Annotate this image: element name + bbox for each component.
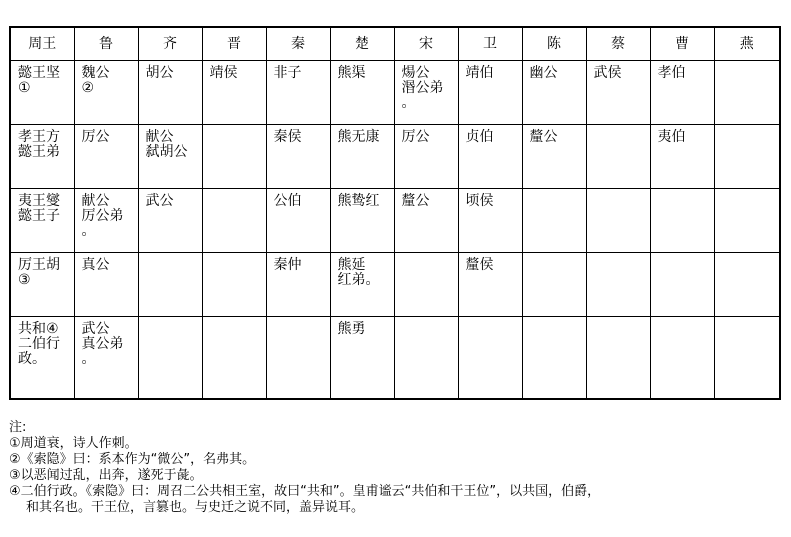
footnote-4: ④二伯行政。《索隐》曰：周召二公共相王室，故曰“共和”。皇甫谧云“共伯和干王位”，以共国，伯爵， bbox=[9, 484, 601, 499]
table-cell bbox=[586, 253, 650, 317]
table-cell: 釐侯 bbox=[458, 253, 522, 317]
table-cell bbox=[522, 253, 586, 317]
table-cell: 釐公 bbox=[522, 125, 586, 189]
table-cell: 武侯 bbox=[586, 61, 650, 125]
table-cell: 厉王胡 ③ bbox=[10, 253, 74, 317]
table-cell: 夷伯 bbox=[650, 125, 714, 189]
header-cell: 楚 bbox=[330, 27, 394, 61]
table-cell: 釐公 bbox=[394, 189, 458, 253]
table-cell bbox=[138, 253, 202, 317]
footnotes-heading: 注: bbox=[9, 420, 27, 435]
table-cell: 夷王燮 懿王子 bbox=[10, 189, 74, 253]
footnote-1: ①周道衰，诗人作刺。 bbox=[9, 436, 138, 451]
table-cell: 熊鸷红 bbox=[330, 189, 394, 253]
header-cell: 陈 bbox=[522, 27, 586, 61]
table-cell: 懿王坚 ① bbox=[10, 61, 74, 125]
table-cell: 秦侯 bbox=[266, 125, 330, 189]
header-row bbox=[10, 27, 780, 61]
table-cell: 秦仲 bbox=[266, 253, 330, 317]
table-row bbox=[10, 317, 780, 400]
table-cell: 熊渠 bbox=[330, 61, 394, 125]
table-cell: 靖伯 bbox=[458, 61, 522, 125]
table-cell bbox=[586, 189, 650, 253]
table-cell: 非子 bbox=[266, 61, 330, 125]
table-cell: 熊延 红弟。 bbox=[330, 253, 394, 317]
header-cell: 晋 bbox=[202, 27, 266, 61]
footnote-4-continuation: 和其名也。干王位，言篡也。与史迁之说不同，盖异说耳。 bbox=[26, 500, 365, 515]
table-cell: 武公 bbox=[138, 189, 202, 253]
table-cell: 共和④ 二伯行 政。 bbox=[10, 317, 74, 400]
table-cell: 靖侯 bbox=[202, 61, 266, 125]
table-cell: 顷侯 bbox=[458, 189, 522, 253]
table-cell bbox=[458, 317, 522, 400]
table-row bbox=[10, 125, 780, 189]
table-cell: 熊无康 bbox=[330, 125, 394, 189]
table-cell bbox=[714, 125, 780, 189]
table-cell: 孝伯 bbox=[650, 61, 714, 125]
table-cell: 煬公 湣公弟 。 bbox=[394, 61, 458, 125]
header-cell: 周王 bbox=[10, 27, 74, 61]
table-cell bbox=[714, 189, 780, 253]
table-cell: 魏公 ② bbox=[74, 61, 138, 125]
table-cell: 幽公 bbox=[522, 61, 586, 125]
table-cell bbox=[522, 189, 586, 253]
table-row bbox=[10, 253, 780, 317]
table-cell bbox=[650, 253, 714, 317]
table-cell bbox=[202, 253, 266, 317]
header-cell: 燕 bbox=[714, 27, 780, 61]
table-cell: 熊勇 bbox=[330, 317, 394, 400]
table-cell bbox=[714, 317, 780, 400]
table-cell: 公伯 bbox=[266, 189, 330, 253]
table-cell: 献公 厉公弟 。 bbox=[74, 189, 138, 253]
table-cell bbox=[394, 317, 458, 400]
footnote-2: ②《索隐》曰：系本作为“微公”，名弗其。 bbox=[9, 452, 256, 467]
table-cell bbox=[650, 189, 714, 253]
zhou-rulers-table bbox=[9, 26, 781, 400]
header-cell: 蔡 bbox=[586, 27, 650, 61]
table-cell bbox=[138, 317, 202, 400]
header-cell: 宋 bbox=[394, 27, 458, 61]
header-cell: 秦 bbox=[266, 27, 330, 61]
table-cell: 贞伯 bbox=[458, 125, 522, 189]
table-cell bbox=[714, 61, 780, 125]
table-cell: 武公 真公弟 。 bbox=[74, 317, 138, 400]
table-cell bbox=[586, 125, 650, 189]
table-cell bbox=[394, 253, 458, 317]
table-cell: 孝王方 懿王弟 bbox=[10, 125, 74, 189]
header-cell: 曹 bbox=[650, 27, 714, 61]
table-cell bbox=[202, 125, 266, 189]
table-row bbox=[10, 189, 780, 253]
table-cell bbox=[714, 253, 780, 317]
table-cell: 真公 bbox=[74, 253, 138, 317]
table-row bbox=[10, 61, 780, 125]
table-cell bbox=[522, 317, 586, 400]
footnotes bbox=[9, 420, 784, 516]
table-cell bbox=[266, 317, 330, 400]
footnote-3: ③以恶闻过乱，出奔，遂死于彘。 bbox=[9, 468, 203, 483]
header-cell: 齐 bbox=[138, 27, 202, 61]
header-cell: 鲁 bbox=[74, 27, 138, 61]
table-cell bbox=[202, 317, 266, 400]
table-cell: 胡公 bbox=[138, 61, 202, 125]
table-cell bbox=[586, 317, 650, 400]
table-cell: 厉公 bbox=[394, 125, 458, 189]
header-cell: 卫 bbox=[458, 27, 522, 61]
table-cell bbox=[650, 317, 714, 400]
table-cell: 献公 弑胡公 bbox=[138, 125, 202, 189]
table-cell bbox=[202, 189, 266, 253]
table-cell: 厉公 bbox=[74, 125, 138, 189]
